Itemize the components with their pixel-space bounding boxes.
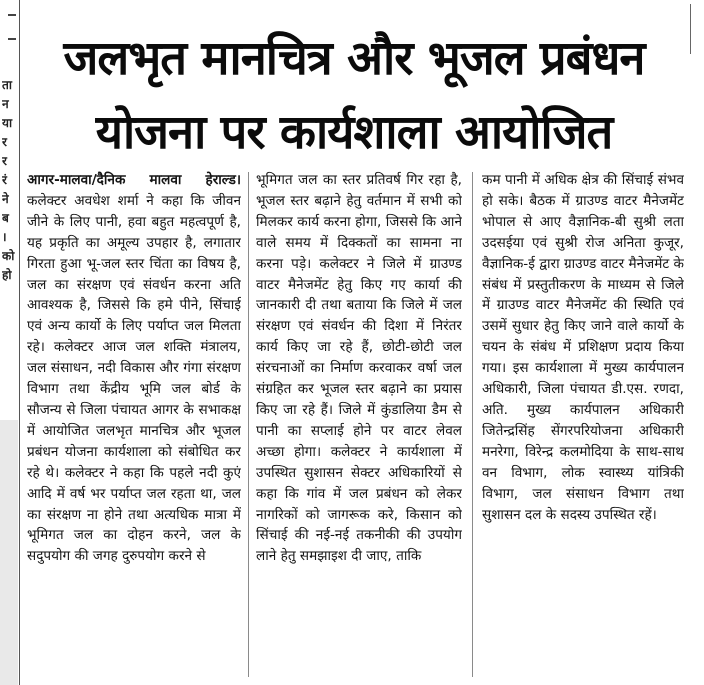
edge-rule bbox=[690, 4, 691, 54]
fragment: र bbox=[2, 135, 7, 149]
ink-speck bbox=[8, 38, 16, 40]
fragment: । bbox=[2, 230, 7, 244]
column-1-body: कलेक्टर अवधेश शर्मा ने कहा कि जीवन जीने के लिए पानी, हवा बहुत महत्वपूर्ण है, यह प्रकृति का अमूल्य उपहार है, लगातार गिरता हुआ भू-जल स्तर चिंता का विषय है, जल का संरक्षण एवं संवर्धन करना अति आवश्यक है, जिससे कि हमे पीने, सिंचाई एवं अन्य कार्यो के लिए पर्याप्त जल मिलता रहे। कलेक्टर आज जल शक्ति मंत्रालय, जल संसाधन, नदी विकास और गंगा संरक्षण विभाग तथा केंद्रीय भूमि जल बोर्ड के सौजन्य से जिला पंचायत आगर के सभाकक्ष में आयोजित जलभृत मानचित्र और भूजल प्रबंधन योजना कार्यशाला को संबोधित कर रहे थे। कलेक्टर ने कहा कि पहले नदी कुएं आदि में वर्ष भर पर्याप्त जल रहता था, जल का संरक्षण ना होने तथा अत्यधिक मात्रा में भूमिगत जल का दोहन करने, जल के सदुपयोग की जगह दुरुपयोग करने से bbox=[27, 192, 241, 565]
dateline: आगर-मालवा/दैनिक मालवा हेराल्ड। bbox=[27, 172, 241, 188]
fragment: रं bbox=[2, 173, 7, 187]
fragment: हो bbox=[2, 268, 12, 282]
headline bbox=[22, 22, 686, 170]
article-column-3 bbox=[482, 170, 684, 680]
fragment: न bbox=[2, 97, 9, 111]
fragment: या bbox=[2, 116, 13, 130]
article-column-2 bbox=[256, 170, 462, 680]
column-divider bbox=[19, 0, 20, 685]
fragment: ब bbox=[2, 211, 9, 225]
column-divider bbox=[472, 172, 473, 677]
ink-speck bbox=[8, 14, 16, 16]
fragment: को bbox=[2, 249, 15, 263]
column-3-body: कम पानी में अधिक क्षेत्र की सिंचाई संभव हो सके। बैठक में ग्राउण्ड वाटर मैनेजमेंट भोपाल से आए वैज्ञानिक-बी सुश्री लता उदसईया एवं सुश्री रोज अनिता कुजूर, वैज्ञानिक-ई द्वारा ग्राउण्ड वाटर मैनेजमेंट के संबंध में प्रस्तुतीकरण के माध्यम से जिले में ग्राउण्ड वाटर मैनेजमेंट की स्थिति एवं उसमें सुधार हेतु किए जाने वाले कार्यो के चयन के संबंध में प्रशिक्षण प्रदाय किया गया। इस कार्यशाला में मुख्य कार्यपालन अधिकारी, जिला पंचायत डी.एस. रणदा, अति. मुख्य कार्यपालन अधिकारी जितेन्द्रसिंह सेंगरपरियोजना अधिकारी मनरेगा, विरेन्द्र कलमोदिया के साथ-साथ वन विभाग, लोक स्वास्थ्य यांत्रिकी विभाग, जल संसाधन विभाग तथा सुशासन दल के सदस्य उपस्थित रहें। bbox=[482, 172, 684, 523]
article-column-1 bbox=[27, 170, 241, 680]
adjacent-text-fragments bbox=[2, 76, 19, 285]
column-divider bbox=[248, 172, 249, 677]
scan-shadow bbox=[0, 420, 18, 685]
fragment: ता bbox=[2, 78, 12, 92]
adjacent-article-sliver bbox=[0, 0, 21, 685]
fragment: ने bbox=[2, 192, 9, 206]
headline-line-2: योजना पर कार्यशाला आयोजित bbox=[95, 105, 613, 160]
headline-line-1: जलभृत मानचित्र और भूजल प्रबंधन bbox=[63, 31, 645, 86]
column-1-text bbox=[27, 170, 241, 567]
fragment: र bbox=[2, 154, 7, 168]
page-margin-right bbox=[689, 0, 704, 685]
column-2-body: भूमिगत जल का स्तर प्रतिवर्ष गिर रहा है, भूजल स्तर बढ़ाने हेतु वर्तमान में सभी को मिलकर कार्य करना होगा, जिससे कि आने वाले समय में दिक्कतों का सामना ना करना पड़े। कलेक्टर ने जिले में ग्राउण्ड वाटर मैनेजमेंट हेतु किए गए कार्या की जानकारी दी तथा बताया कि जिले में जल संरक्षण एवं संवर्धन की दिशा में निरंतर कार्य किए जा रहे हैं, छोटी-छोटी जल संरचनाओं का निर्माण करवाकर वर्षा जल संग्रहित कर भूजल स्तर बढ़ाने का प्रयास किए जा रहे हैं। जिले में कुंडालिया डैम से पानी का सप्लाई होने पर वाटर लेवल अच्छा होगा। कलेक्टर ने कार्यशाला में उपस्थित सुशासन सेक्टर अधिकारियों से कहा कि गांव में जल प्रबंधन को लेकर नागरिकों को जागरूक करे, किसान को सिंचाई की नई-नई तकनीकी की उपयोग लाने हेतु समझाइश दी जाए, ताकि bbox=[256, 172, 462, 565]
